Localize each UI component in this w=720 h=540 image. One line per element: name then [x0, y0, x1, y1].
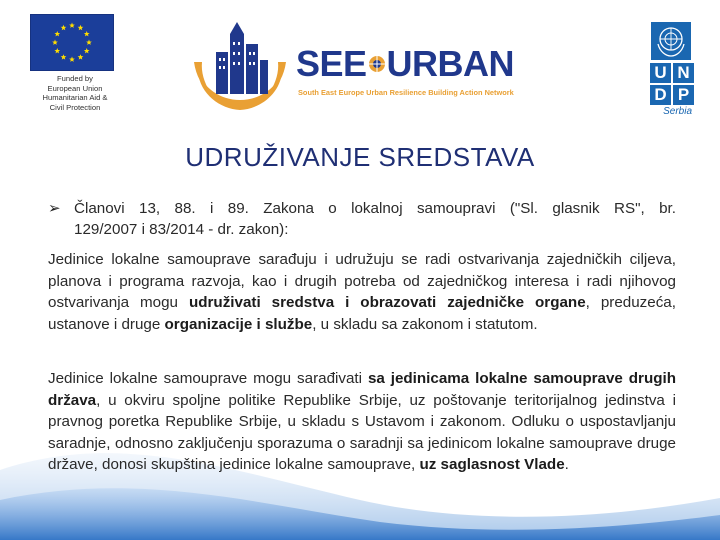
see-urban-tagline: South East Europe Urban Resilience Building Action Network [298, 88, 514, 97]
undp-letter-grid [650, 63, 694, 105]
eu-star-icon [54, 48, 60, 53]
undp-letter: U [650, 63, 671, 83]
see-urban-emblem-icon [190, 14, 290, 114]
paragraph-text: , preduzeća, ustanove i druge [48, 294, 676, 333]
paragraph-text: , u skladu sa zakonom i statutom. [312, 315, 538, 333]
eu-star-icon [61, 25, 67, 30]
slide-title: UDRUŽIVANJE SREDSTAVA [185, 142, 535, 172]
undp-country-label: Serbia [663, 106, 692, 117]
globe-icon [368, 55, 386, 73]
eu-flag-icon [30, 14, 114, 71]
paragraph-text: . [564, 456, 569, 474]
paragraph-text: Jedinice lokalne samouprave mogu sarađivati [48, 370, 368, 387]
eu-star-icon [61, 54, 67, 59]
paragraph-international-cooperation [48, 368, 676, 476]
eu-caption [30, 74, 120, 112]
un-emblem-icon [651, 22, 691, 60]
eu-caption-line: Humanitarian Aid & [42, 93, 108, 103]
undp-letter: N [673, 63, 694, 83]
undp-letter: P [673, 85, 694, 105]
undp-letter: D [650, 85, 671, 105]
eu-caption-line: Civil Protection [49, 102, 101, 112]
bullet-text-line: 129/2007 i 83/2014 - dr. zakon): [74, 221, 289, 238]
see-urban-logo [190, 14, 530, 114]
paragraph-bold-text: organizacije i službe [164, 315, 313, 333]
eu-humanitarian-aid-logo [30, 14, 120, 112]
paragraph-bold-text: sa jedinicama lokalne samouprave drugih država [48, 370, 676, 409]
paragraph-cooperation [48, 249, 676, 335]
eu-star-icon [69, 23, 75, 28]
undp-logo [648, 22, 694, 117]
paragraph-bold-text: udruživati sredstva i obrazovati zajedničke organe [188, 294, 586, 312]
eu-star-icon [52, 40, 58, 45]
paragraph-text: , u okviru spoljne politike Republike Srbije, uz poštovanje teritorijalnog jedinstva i pravnog poretka Republike Srbije, u skladu s Ustavom i zakonom. Odluku o uspostavljanju saradnje, odnosno zaključenju sporazuma o saradnji sa jedinicom lokalne samouprave druge države, donosi skupština jedinice lokalne samouprave, [48, 391, 676, 474]
eu-star-icon [78, 25, 84, 30]
eu-star-icon [54, 31, 60, 36]
bullet-item [48, 198, 676, 240]
eu-star-icon [69, 57, 75, 62]
see-urban-wordmark-left: SEE [296, 43, 367, 84]
eu-caption-line: Funded by [57, 74, 93, 83]
see-urban-wordmark [296, 44, 514, 84]
arrow-bullet-icon: ➢ [48, 200, 61, 217]
paragraph-text: Jedinice lokalne samouprave sarađuju i udružuju se radi ostvarivanja zajedničkih ciljeva, planova i programa razvoja, kao i drugih potreba od zajedničkog interesa i radi njihovog ostvarivanja mogu [48, 251, 676, 312]
see-urban-wordmark-right: URBAN [386, 43, 515, 84]
eu-star-icon [84, 31, 90, 36]
bullet-text-line: Članovi 13, 88. i 89. Zakona o lokalnoj samoupravi ("Sl. glasnik RS", br. [74, 200, 676, 217]
paragraph-bold-text: uz saglasnost Vlade [419, 456, 565, 474]
eu-star-icon [84, 48, 90, 53]
eu-caption-line: European Union [47, 83, 103, 93]
eu-star-icon [78, 54, 84, 59]
eu-star-icon [86, 40, 92, 45]
